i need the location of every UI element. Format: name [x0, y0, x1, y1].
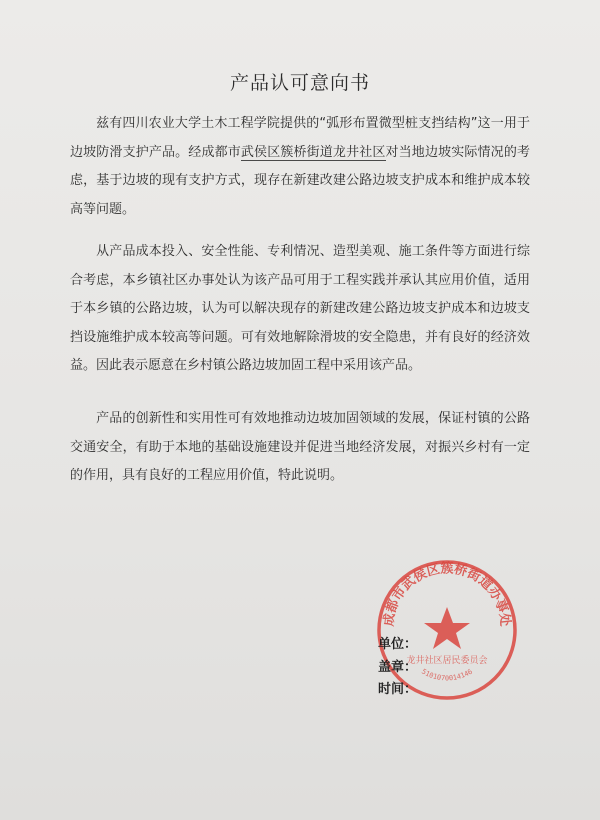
paragraph-2-text: 从产品成本投入、安全性能、专利情况、造型美观、施工条件等方面进行综合考虑，本乡镇社区办事处认为该产品可用于工程实践并承认其应用价值，适用于本乡镇的公路边坡，认为可以解决现存的新建改建公路边坡支护成本和边坡支挡设施维护成本较高等问题。可有效地解除滑坡的安全隐患，并有良好的经济效益。因此表示愿意在乡村镇公路边坡加固工程中采用该产品。	[70, 244, 530, 373]
paragraph-3-text: 产品的创新性和实用性可有效地推动边坡加固领域的发展，保证村镇的公路交通安全，有助于本地的基础设施建设并促进当地经济发展，对振兴乡村有一定的作用，具有良好的工程应用价值，特此说明。	[70, 411, 530, 483]
paragraph-2	[70, 238, 530, 381]
signature-seal-label: 盖章：	[378, 660, 418, 675]
signature-unit-label: 单位：	[378, 637, 418, 652]
paragraph-1-before: 兹有四川农业大学土木工程学院提供的“弧形布置微型桩支挡结构”这一用于边坡防滑支护产品。经成都市	[70, 116, 530, 160]
document-title: 产品认可意向书	[229, 72, 370, 94]
signature-time-label: 时间：	[378, 682, 418, 697]
paragraph-3	[70, 405, 530, 491]
paragraph-1-after: 对当地边坡实际情况的考虑，基于边坡的现有支护方式，现存在新建改建公路边坡支护成本和维护成本较高等问题。	[70, 144, 530, 217]
seal-inner-text: 龙井社区居民委员会	[406, 656, 488, 666]
seal-outer-text: 成都市武侯区簇桥街道办事处	[381, 561, 513, 628]
seal-code: 5101070014146	[420, 667, 474, 683]
seal-star-icon	[424, 607, 470, 649]
paragraph-1-highlight: 武侯区簇桥街道龙井社区	[240, 144, 386, 160]
paragraph-1	[70, 110, 530, 224]
